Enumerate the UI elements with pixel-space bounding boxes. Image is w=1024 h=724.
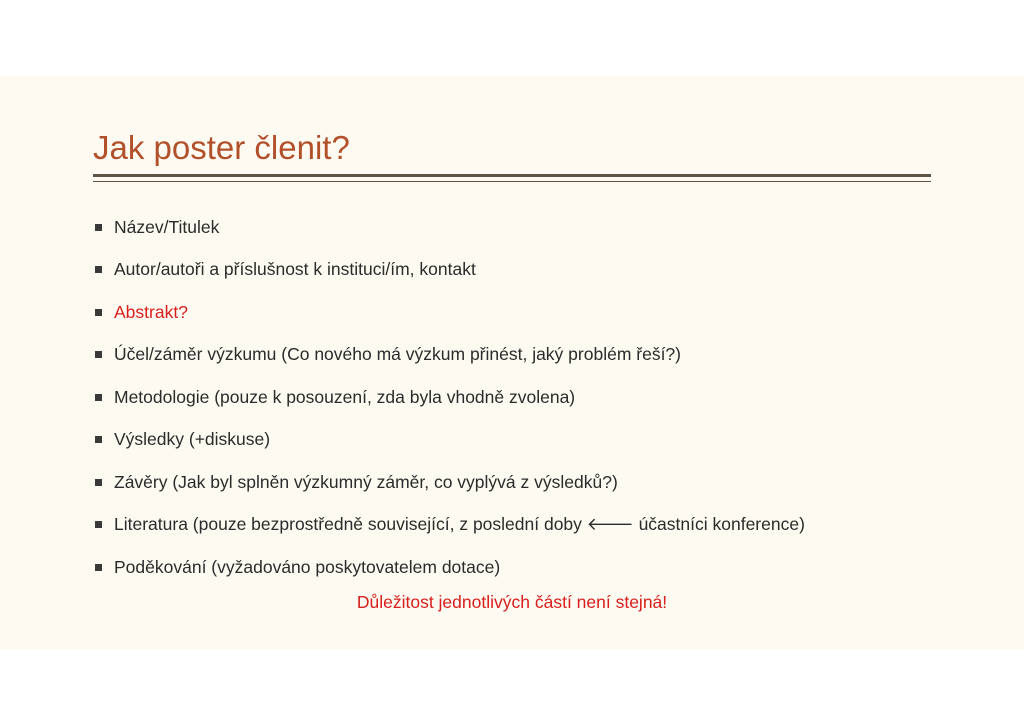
square-bullet-icon [95,266,102,273]
list-item [93,376,805,419]
square-bullet-icon [95,479,102,486]
square-bullet-icon [95,309,102,316]
square-bullet-icon [95,351,102,358]
title-divider-thin [93,181,931,182]
list-item [93,546,805,589]
list-item-text: Účel/záměr výzkumu (Co nového má výzkum přinést, jaký problém řeší?) [114,344,681,365]
title-divider-thick [93,174,931,177]
list-item-text: Abstrakt? [114,301,188,322]
list-item [93,504,805,547]
list-item [93,291,805,334]
list-item-text: Metodologie (pouze k posouzení, zda byla vhodně zvolena) [114,386,576,407]
importance-note: Důležitost jednotlivých částí není stejná! [356,592,668,612]
list-item [93,419,805,462]
list-item-text: Autor/autoři a příslušnost k instituci/ím, kontakt [114,259,476,280]
slide-title: Jak poster členit? [93,129,350,166]
list-item-text: Literatura (pouze bezprostředně související, z poslední doby 🡐 účastníci konference) [114,514,805,535]
list-item-text: Název/Titulek [114,216,220,237]
list-item-text: Poděkování (vyžadováno poskytovatelem dotace) [114,556,501,577]
list-item [93,206,805,249]
list-item [93,334,805,377]
square-bullet-icon [95,394,102,401]
square-bullet-icon [95,436,102,443]
list-item [93,249,805,292]
square-bullet-icon [95,564,102,571]
list-item-text: Výsledky (+diskuse) [114,429,271,450]
bullet-list [93,206,805,589]
list-item-text: Závěry (Jak byl splněn výzkumný záměr, co vyplývá z výsledků?) [114,471,618,492]
square-bullet-icon [95,224,102,231]
square-bullet-icon [95,521,102,528]
list-item [93,461,805,504]
